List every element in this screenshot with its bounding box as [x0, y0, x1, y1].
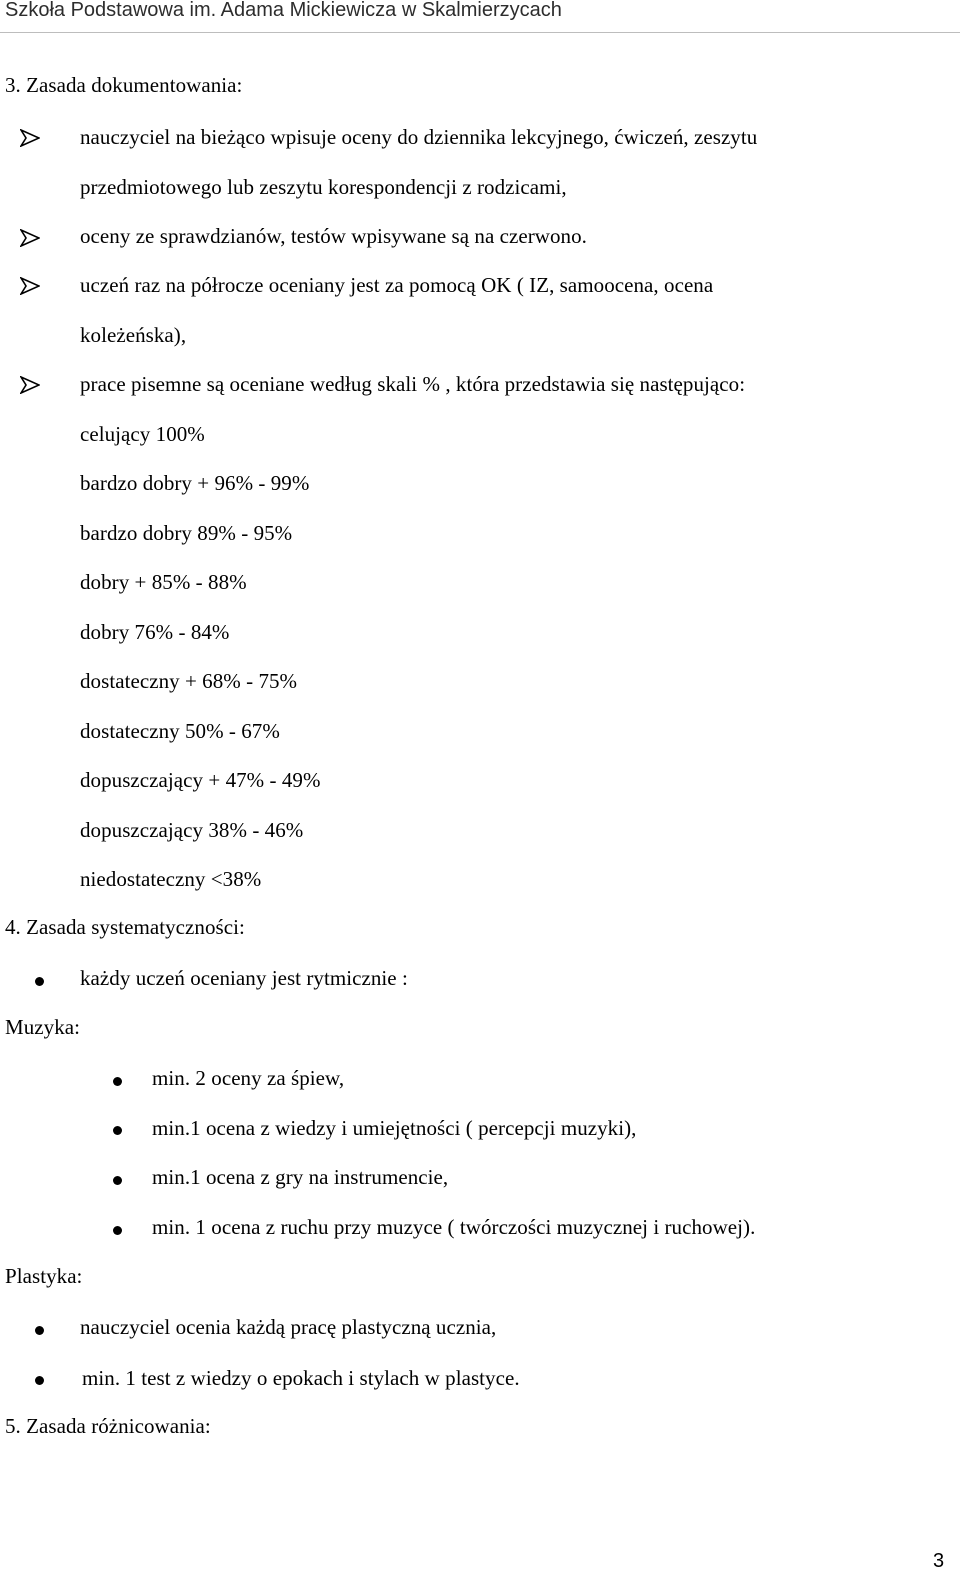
list-item-text: oceny ze sprawdzianów, testów wpisywane są na czerwono. [80, 224, 587, 248]
list-item-text: przedmiotowego lub zeszytu korespondencji z rodzicami, [80, 175, 567, 199]
list-item-text: nauczyciel na bieżąco wpisuje oceny do dziennika lekcyjnego, ćwiczeń, zeszytu [80, 125, 758, 149]
list-item-text: uczeń raz na półrocze oceniany jest za pomocą OK ( IZ, samoocena, ocena [80, 273, 714, 297]
arrow-bullet-icon [20, 229, 40, 247]
grade-scale-line: dostateczny + 68% - 75% [80, 669, 298, 693]
arrow-bullet-icon [20, 129, 40, 147]
page-number: 3 [933, 1550, 945, 1572]
section3-heading: 3. Zasada dokumentowania: [5, 73, 243, 97]
arrow-bullet-icon [20, 277, 40, 295]
art-item: min. 1 test z wiedzy o epokach i stylach w plastyce. [82, 1366, 520, 1390]
grade-scale-line: dopuszczający + 47% - 49% [80, 768, 321, 792]
bullet-dot-icon [113, 1077, 122, 1086]
list-item-text: prace pisemne są oceniane według skali % , która przedstawia się następująco: [80, 372, 746, 396]
section4-heading: 4. Zasada systematyczności: [5, 915, 245, 939]
music-label: Muzyka: [5, 1015, 80, 1039]
section5-heading: 5. Zasada różnicowania: [5, 1414, 211, 1438]
bullet-dot-icon [113, 1226, 122, 1235]
music-item: min. 1 ocena z ruchu przy muzyce ( twórczości muzycznej i ruchowej). [152, 1215, 756, 1239]
bullet-dot-icon [35, 1326, 44, 1335]
grade-scale-line: niedostateczny <38% [80, 867, 262, 891]
list-item-text: koleżeńska), [80, 323, 187, 347]
grade-scale-line: dostateczny 50% - 67% [80, 719, 280, 743]
bullet-dot-icon [113, 1176, 122, 1185]
music-item: min.1 ocena z wiedzy i umiejętności ( percepcji muzyki), [152, 1116, 637, 1140]
music-item: min.1 ocena z gry na instrumencie, [152, 1165, 449, 1189]
bullet-dot-icon [35, 977, 44, 986]
grade-scale-line: celujący 100% [80, 422, 205, 446]
art-label: Plastyka: [5, 1264, 83, 1288]
header-rule [0, 32, 960, 33]
section4-intro: każdy uczeń oceniany jest rytmicznie : [80, 966, 408, 990]
school-header: Szkoła Podstawowa im. Adama Mickiewicza w Skalmierzycach [5, 0, 562, 21]
grade-scale-line: bardzo dobry + 96% - 99% [80, 471, 310, 495]
grade-scale-line: dopuszczający 38% - 46% [80, 818, 304, 842]
bullet-dot-icon [35, 1376, 44, 1385]
art-item: nauczyciel ocenia każdą pracę plastyczną ucznia, [80, 1315, 497, 1339]
bullet-dot-icon [113, 1126, 122, 1135]
music-item: min. 2 oceny za śpiew, [152, 1066, 345, 1090]
grade-scale-line: bardzo dobry 89% - 95% [80, 521, 293, 545]
grade-scale-line: dobry + 85% - 88% [80, 570, 247, 594]
arrow-bullet-icon [20, 376, 40, 394]
grade-scale-line: dobry 76% - 84% [80, 620, 230, 644]
